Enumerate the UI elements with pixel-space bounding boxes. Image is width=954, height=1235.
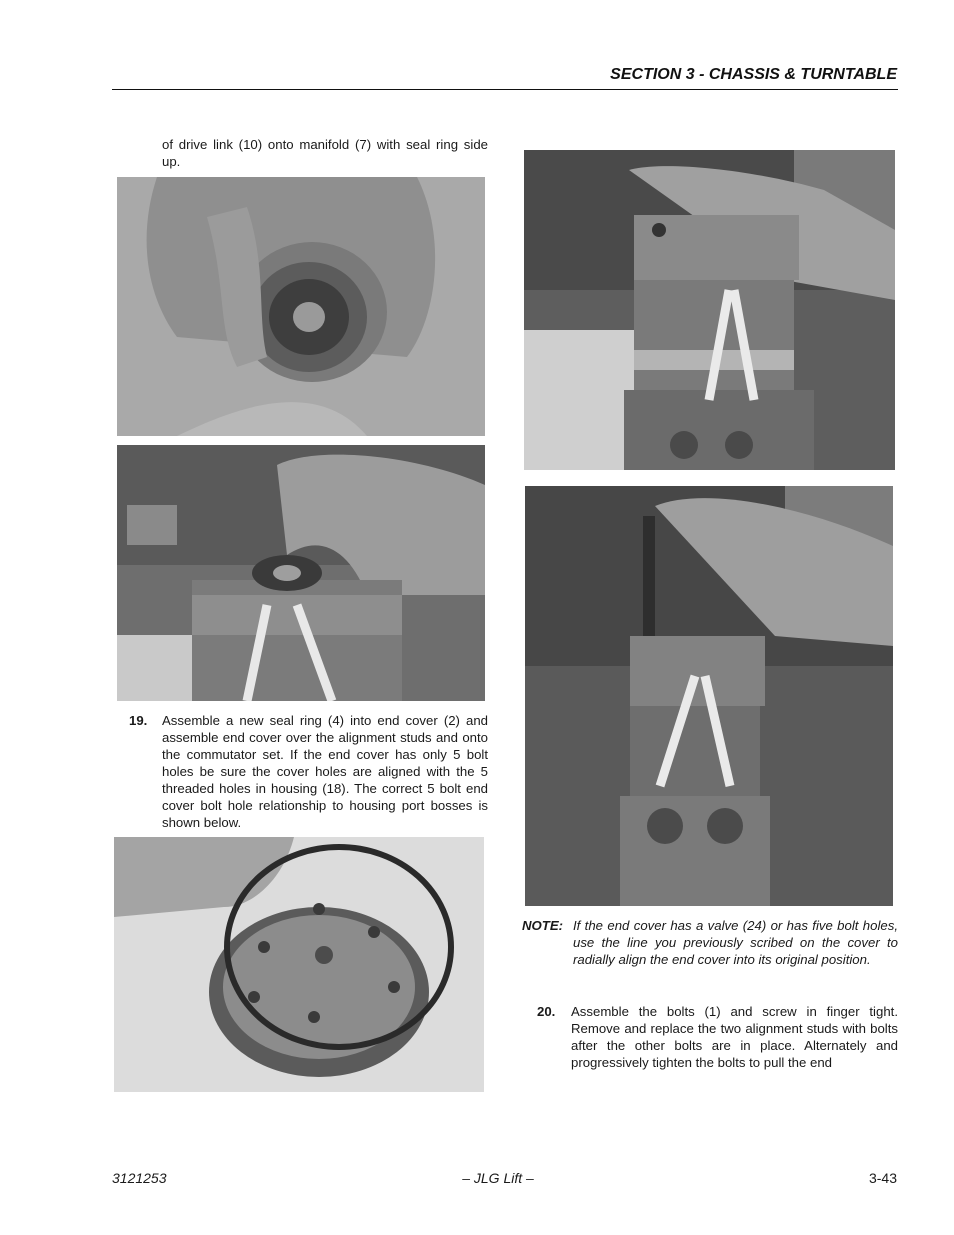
footer-page-number: 3-43: [868, 1170, 897, 1186]
note-text: If the end cover has a valve (24) or has five bolt holes, use the line you previously scribed on the cover to radially align the end cover into its original position.: [573, 918, 898, 967]
intro-text: of drive link (10) onto manifold (7) with seal ring side up.: [162, 137, 488, 169]
step-19-text: Assemble a new seal ring (4) into end cover (2) and assemble end cover over the alignment studs and onto the commutator set. If the end cover has only 5 bolt holes be sure the cover holes are aligned with the 5 threaded holes in housing (18). The correct 5 bolt end cover bolt hole relationship to housing port bosses is shown below.: [162, 713, 488, 830]
photo-seal-ring-placement: [117, 445, 485, 701]
footer-doc-number: 3121253: [112, 1170, 167, 1186]
step-20-number: 20.: [537, 1004, 556, 1019]
footer-publisher: – JLG Lift –: [462, 1170, 534, 1186]
step-20-text: Assemble the bolts (1) and screw in finger tight. Remove and replace the two alignment studs with bolts after the other bolts are in place. Alternately and progressively tighten the bolts to pull the end: [571, 1004, 898, 1070]
header-rule: [112, 89, 898, 90]
photo-end-cover-placement: [524, 150, 895, 470]
photo-bolt-insertion: [525, 486, 893, 906]
photo-drive-link: [117, 177, 485, 436]
step-19-number: 19.: [129, 713, 148, 728]
section-title: SECTION 3 - CHASSIS & TURNTABLE: [610, 66, 897, 83]
note-label: NOTE:: [522, 918, 564, 933]
photo-end-cover: [114, 837, 484, 1092]
